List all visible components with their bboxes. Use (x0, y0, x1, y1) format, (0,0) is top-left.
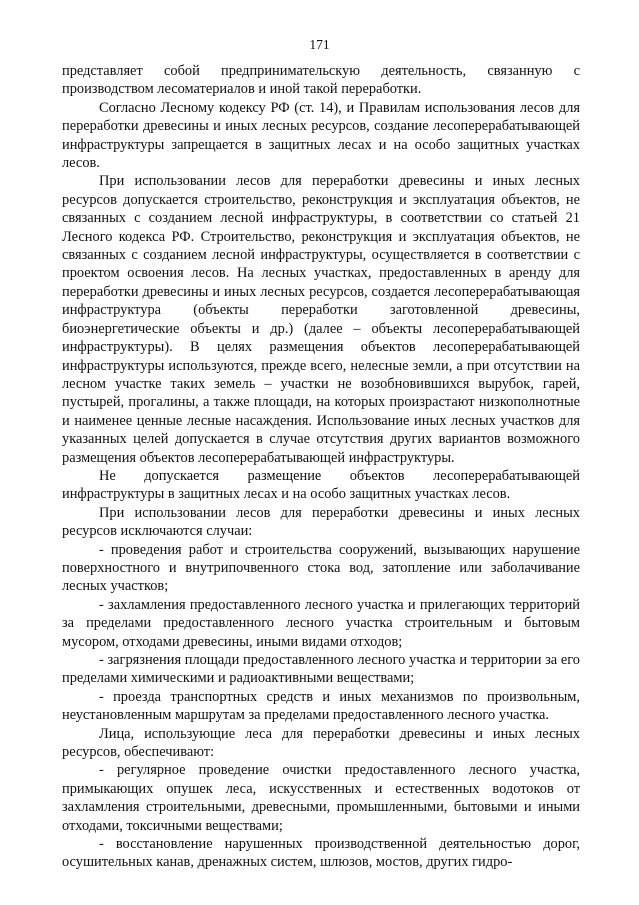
paragraph: При использовании лесов для переработки древесины и иных лесных ресурсов допускается строительство, реконструкция и эксплуатация объектов, не связанных с созданием лесной инфраструктуры, в соответствии со статьей 21 Лесного кодекса РФ. Строительство, реконструкция и эксплуатация объектов, не связанных с созданием лесной инфраструктуры, осуществляется в соответствии с проектом освоения лесов. На лесных участках, предоставленных в аренду для переработки древесины и иных лесных ресурсов, создается лесоперерабатывающая инфраструктура (объекты переработки заготовленной древесины, биоэнергетические объекты и др.) (далее – объекты лесоперерабатывающей инфраструктуры). В целях размещения объектов лесоперерабатывающей инфраструктуры используются, прежде всего, нелесные земли, а при отсутствии на лесном участке таких земель – участки не возобновившихся вырубок, гарей, пустырей, прогалины, а также площади, на которых произрастают низкополнотные и наименее ценные лесные насаждения. Использование иных лесных участков для указанных целей допускается в случае отсутствия других вариантов возможного размещения объектов лесоперерабатывающей инфраструктуры. (62, 173, 580, 466)
page-number: 171 (309, 37, 330, 52)
list-item: - проведения работ и строительства сооружений, вызывающих нарушение поверхностного и внутрипочвенного стока вод, затопление или заболачивание лесных участков; (62, 541, 580, 595)
list-item: - захламления предоставленного лесного участка и прилегающих территорий за пределами предоставленного лесного участка строительным и бытовым мусором, отходами древесины, иными видами отходов; (62, 596, 580, 650)
paragraph: Лица, использующие леса для переработки древесины и иных лесных ресурсов, обеспечивают: (62, 725, 580, 761)
body-text (62, 62, 580, 872)
list-item: - регулярное проведение очистки предоставленного лесного участка, примыкающих опушек леса, искусственных и естественных водотоков от захламления строительными, древесными, промышленными, бытовыми и иными отходами, токсичными веществами; (62, 762, 580, 834)
paragraph: При использовании лесов для переработки древесины и иных лесных ресурсов исключаются случаи: (62, 504, 580, 540)
paragraph: Не допускается размещение объектов лесоперерабатывающей инфраструктуры в защитных лесах и на особо защитных участках лесов. (62, 467, 580, 503)
list-item: - восстановление нарушенных производственной деятельностью дорог, осушительных канав, дренажных систем, шлюзов, мостов, других гидро- (62, 836, 580, 871)
list-item: - проезда транспортных средств и иных механизмов по произвольным, неустановленным маршрутам за пределами предоставленного лесного участка. (62, 688, 580, 724)
list-item: - загрязнения площади предоставленного лесного участка и территории за его пределами химическими и радиоактивными веществами; (62, 652, 580, 687)
paragraph: Согласно Лесному кодексу РФ (ст. 14), и Правилам использования лесов для переработки древесины и иных лесных ресурсов, создание лесоперерабатывающей инфраструктуры запрещается в защитных лесах и на особо защитных участках лесов. (62, 99, 580, 172)
paragraph-continuation: представляет собой предпринимательскую деятельность, связанную с производством лесоматериалов и иной такой переработки. (62, 63, 580, 98)
